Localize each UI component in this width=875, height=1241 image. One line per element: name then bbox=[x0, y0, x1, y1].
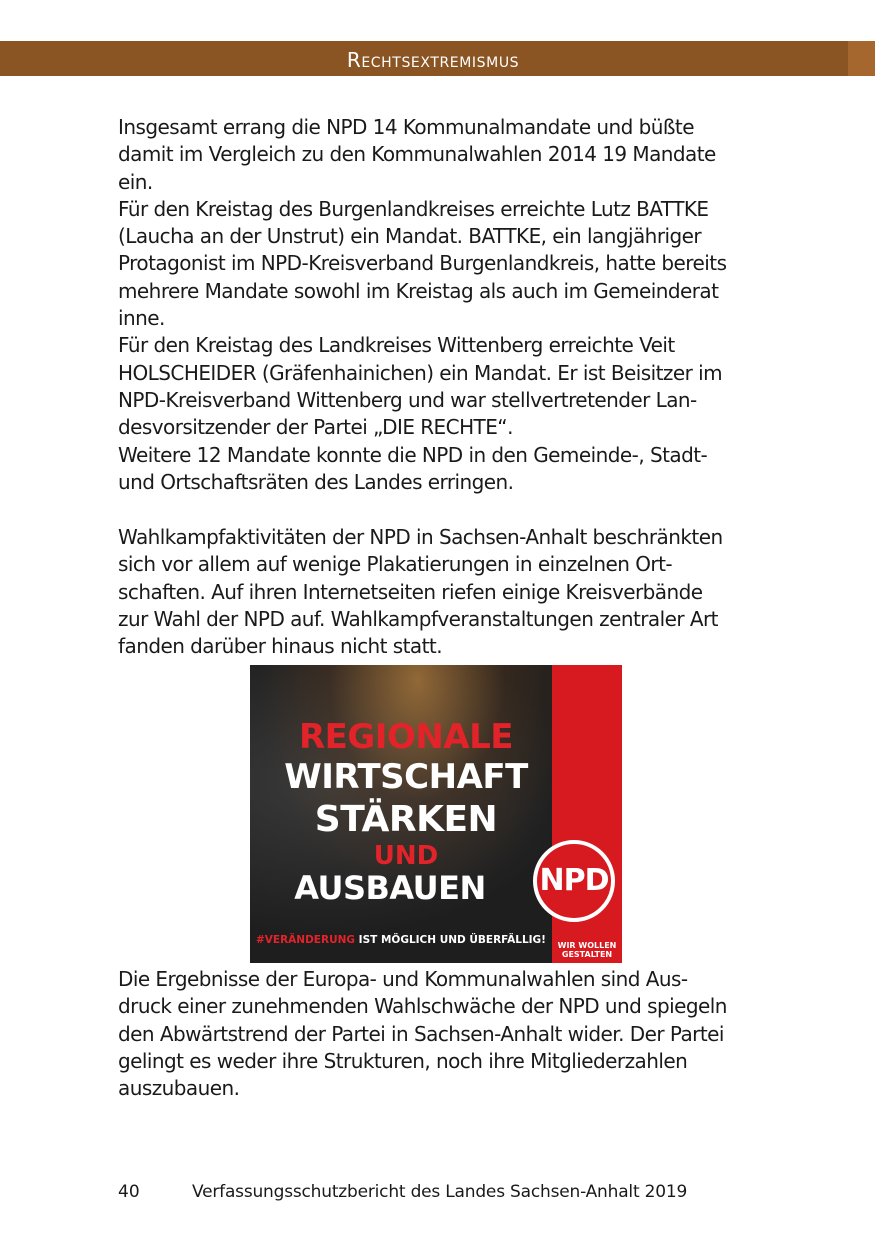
npd-campaign-poster bbox=[250, 665, 622, 963]
poster-line-3: STÄRKEN bbox=[314, 799, 498, 840]
poster-slogan-hashtag: #VERÄNDERUNG bbox=[256, 934, 356, 946]
footer-publication-title: Verfassungsschutzbericht des Landes Sachsen-Anhalt 2019 bbox=[192, 1182, 688, 1202]
body-paragraph-1: Insgesamt errang die NPD 14 Kommunalmandate und büßte damit im Vergleich zu den Kommunalwahlen 2014 19 Mandate ein. Für den Kreistag des Burgenlandkreises erreichte Lutz BATTKE (Laucha an der Unstrut) ein Mandat. BATTKE, ein langjähriger Protagonist im NPD-Kreisverband Burgenlandkreis, hatte bereits mehrere Mandate sowohl im Kreistag als auch im Gemeinderat inne. Für den Kreistag des Landkreises Wittenberg erreichte Veit HOLSCHEIDER (Gräfenhainichen) ein Mandat. Er ist Beisitzer im NPD-Kreisverband Wittenberg und war stellvertretender Lan- desvorsitzender der Partei „DIE RECHTE“. Weitere 12 Mandate konnte die NPD in den Gemeinde-, Stadt- und Ortschaftsräten des Landes erringen. bbox=[118, 115, 727, 494]
poster-slogan-rest: IST MÖGLICH UND ÜBERFÄLLIG! bbox=[355, 934, 546, 946]
poster-line-2: WIRTSCHAFT bbox=[284, 757, 528, 797]
page-number: 40 bbox=[118, 1182, 140, 1202]
body-paragraph-3: Die Ergebnisse der Europa- und Kommunalwahlen sind Aus- druck einer zunehmenden Wahlschwäche der NPD und spiegeln den Abwärtstrend der Partei in Sachsen-Anhalt wider. Der Partei gelingt es weder ihre Strukturen, noch ihre Mitgliederzahlen auszubauen. bbox=[118, 967, 727, 1101]
chapter-header-bar bbox=[0, 41, 875, 76]
chapter-title: Rechtsextremismus bbox=[346, 48, 520, 72]
poster-tagline: WIR WOLLEN GESTALTEN bbox=[557, 941, 617, 959]
body-paragraph-2: Wahlkampfaktivitäten der NPD in Sachsen-Anhalt beschränkten sich vor allem auf wenige Plakatierungen in einzelnen Ort- schaften. Auf ihren Internetseiten riefen einige Kreisverbände zur Wahl der NPD auf. Wahlkampfveranstaltungen zentraler Art fanden darüber hinaus nicht statt. bbox=[118, 525, 723, 659]
poster-line-5: AUSBAUEN bbox=[294, 869, 486, 907]
poster-line-4: UND bbox=[373, 841, 439, 871]
poster-slogan bbox=[256, 934, 546, 946]
npd-logo: NPD bbox=[533, 840, 615, 922]
poster-line-1: REGIONALE bbox=[298, 717, 514, 757]
